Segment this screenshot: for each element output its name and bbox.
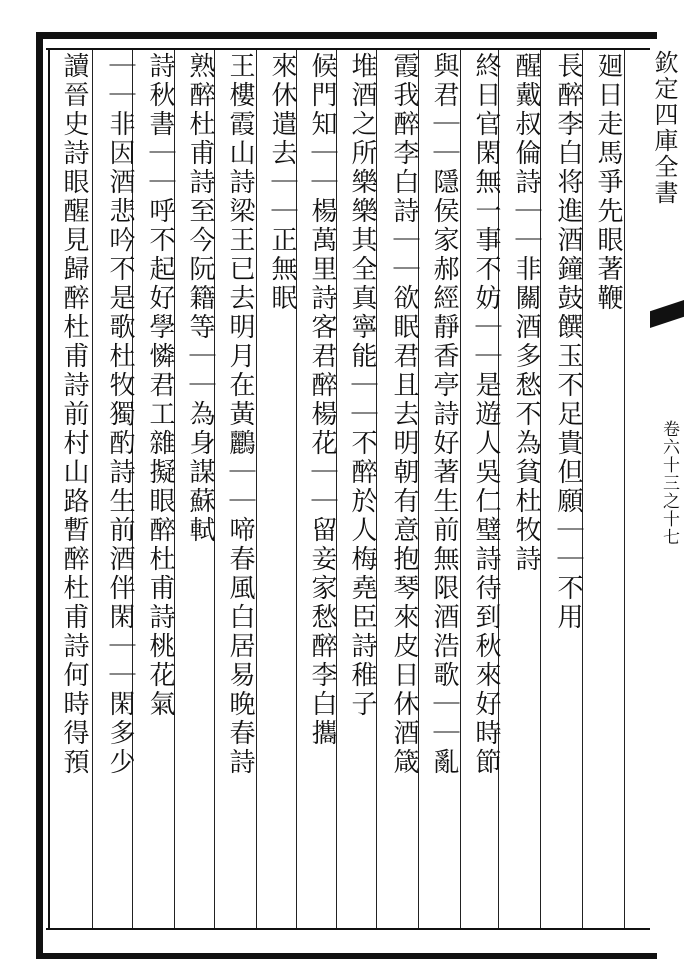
bottom-rule bbox=[46, 928, 650, 930]
top-rule bbox=[46, 48, 650, 50]
text-column-14: 讀晉史詩眼醒見歸醉杜甫詩前村山路暫醉杜甫詩何時得預 bbox=[59, 52, 89, 777]
text-column-1: 廻日走馬爭先眼著鞭 bbox=[593, 52, 623, 313]
text-column-8: 候門知｜｜楊萬里詩客君醉楊花｜｜留妾家愁醉李白攜 bbox=[307, 52, 337, 748]
text-column-4: 終日官閑無一事不妨｜｜是遊人吳仁璧詩待到秋來好時節 bbox=[471, 52, 501, 777]
text-column-7: 堆酒之所樂樂其全真寧能｜｜不醉於人梅堯臣詩稚子 bbox=[347, 52, 377, 719]
spine-juan-number: 卷六十三之十七 bbox=[659, 420, 679, 546]
text-column-11: 熟醉杜甫詩至今阮籍等｜｜為身謀蘇軾 bbox=[185, 52, 215, 545]
text-column-2: 長醉李白将進酒鐘鼓饌玉不足貴但願｜｜不用 bbox=[553, 52, 583, 632]
text-column-3: 醒戴叔倫詩｜｜非關酒多愁不為貧杜牧詩 bbox=[511, 52, 541, 574]
text-column-9: 來休遣去｜｜正無眠 bbox=[267, 52, 297, 313]
left-rule bbox=[48, 48, 50, 928]
text-column-10: 王樓霞山詩梁王已去明月在黃鸝｜｜啼春風白居易晚春詩 bbox=[225, 52, 255, 777]
text-column-5: 與君｜｜隱侯家郝經靜香亭詩好著生前無限酒浩歌｜｜亂 bbox=[429, 52, 459, 777]
text-column-12: 詩秋書｜｜呼不起好學憐君工雜擬眼醉杜甫詩桃花氣 bbox=[145, 52, 175, 719]
spine-title: 欽定四庫全書 bbox=[650, 50, 678, 206]
text-column-13: ｜｜非因酒悲吟不是歌杜牧獨酌詩生前酒伴閑｜｜閑多少 bbox=[105, 52, 135, 777]
text-column-6: 霞我醉李白詩｜｜欲眠君且去明朝有意抱琴來皮日休酒箴 bbox=[389, 52, 419, 777]
